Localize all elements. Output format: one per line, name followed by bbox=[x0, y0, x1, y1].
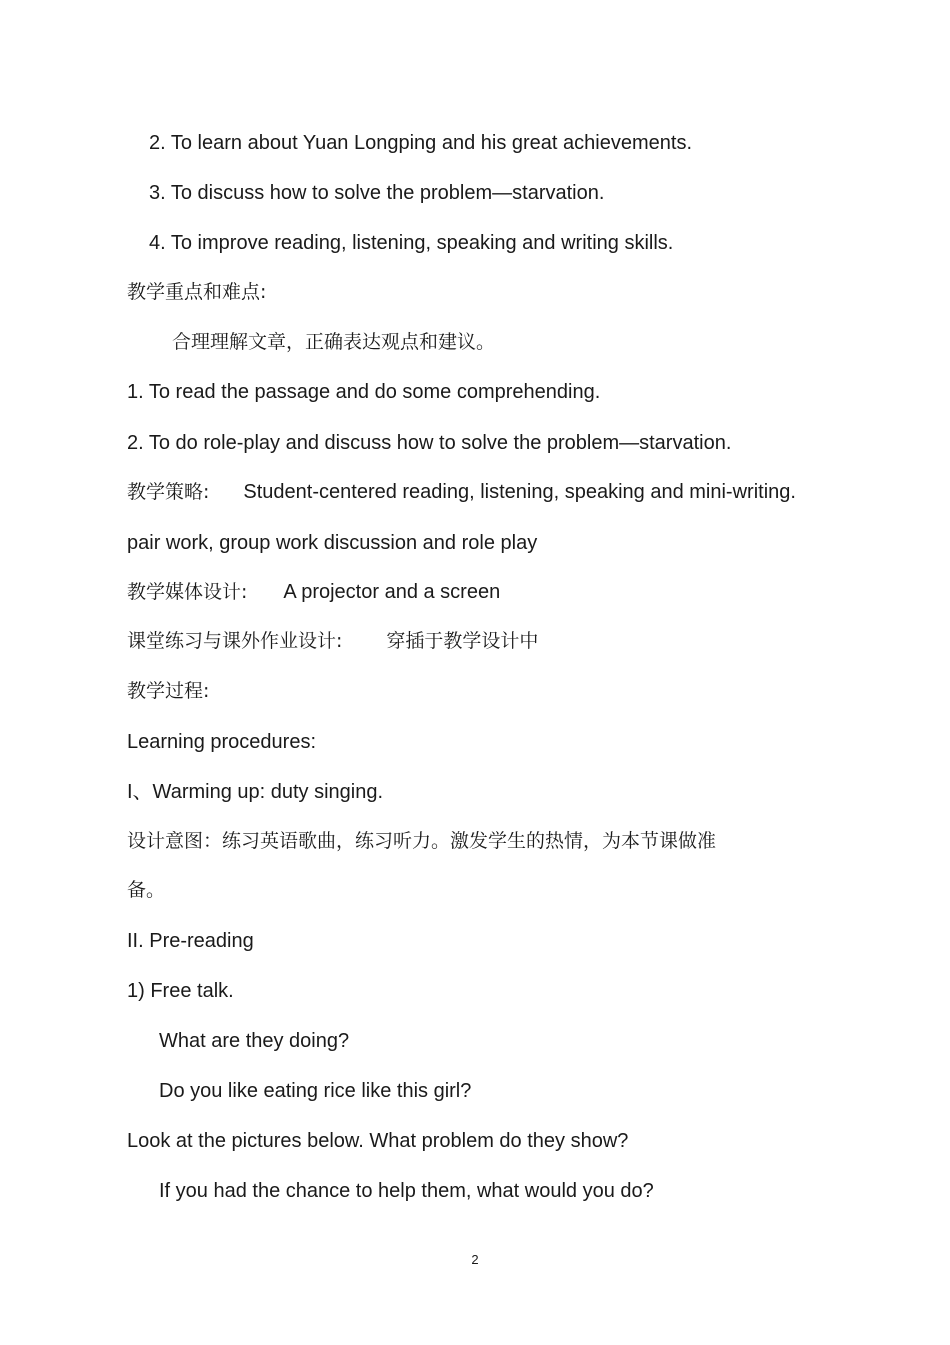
homework-value: 穿插于教学设计中 bbox=[386, 630, 539, 652]
pre-reading-step1: 1) Free talk. bbox=[127, 980, 234, 1002]
pre-reading-prompt: Look at the pictures below. What problem do they show? bbox=[127, 1130, 629, 1152]
objective-3: 3. To discuss how to solve the problem—starvation. bbox=[149, 182, 605, 204]
key-point-1: 1. To read the passage and do some comprehending. bbox=[127, 381, 601, 403]
media-value: A projector and a screen bbox=[283, 581, 501, 603]
homework-label: 课堂练习与课外作业设计: bbox=[127, 630, 343, 652]
objective-4: 4. To improve reading, listening, speaking and writing skills. bbox=[149, 232, 674, 254]
pre-reading-question-1: What are they doing? bbox=[159, 1030, 350, 1052]
pre-reading-question-3: If you had the chance to help them, what would you do? bbox=[159, 1180, 654, 1202]
strategy-continuation: pair work, group work discussion and role play bbox=[127, 532, 538, 554]
pre-reading-title: II. Pre-reading bbox=[127, 930, 254, 952]
page-number: 2 bbox=[471, 1252, 479, 1267]
process-heading-cn: 教学过程: bbox=[127, 680, 210, 702]
pre-reading-question-2: Do you like eating rice like this girl? bbox=[159, 1080, 472, 1102]
key-points-heading: 教学重点和难点: bbox=[127, 281, 267, 303]
warming-up-title: I、Warming up: duty singing. bbox=[127, 781, 384, 803]
key-point-2: 2. To do role-play and discuss how to solve the problem—starvation. bbox=[127, 432, 732, 454]
objective-2: 2. To learn about Yuan Longping and his great achievements. bbox=[149, 132, 692, 154]
warming-up-intent-line1: 设计意图：练习英语歌曲，练习听力。激发学生的热情，为本节课做准 bbox=[127, 830, 717, 852]
key-points-summary: 合理理解文章，正确表达观点和建议。 bbox=[172, 331, 496, 353]
strategy-value: Student-centered reading, listening, speaking and mini-writing. bbox=[243, 481, 796, 503]
warming-up-intent-line2: 备。 bbox=[127, 879, 166, 901]
media-label: 教学媒体设计: bbox=[127, 581, 248, 603]
strategy-label: 教学策略: bbox=[127, 481, 210, 503]
homework-row bbox=[127, 628, 538, 654]
process-heading-en: Learning procedures: bbox=[127, 731, 317, 753]
media-row bbox=[127, 579, 500, 605]
strategy-row bbox=[127, 479, 796, 505]
